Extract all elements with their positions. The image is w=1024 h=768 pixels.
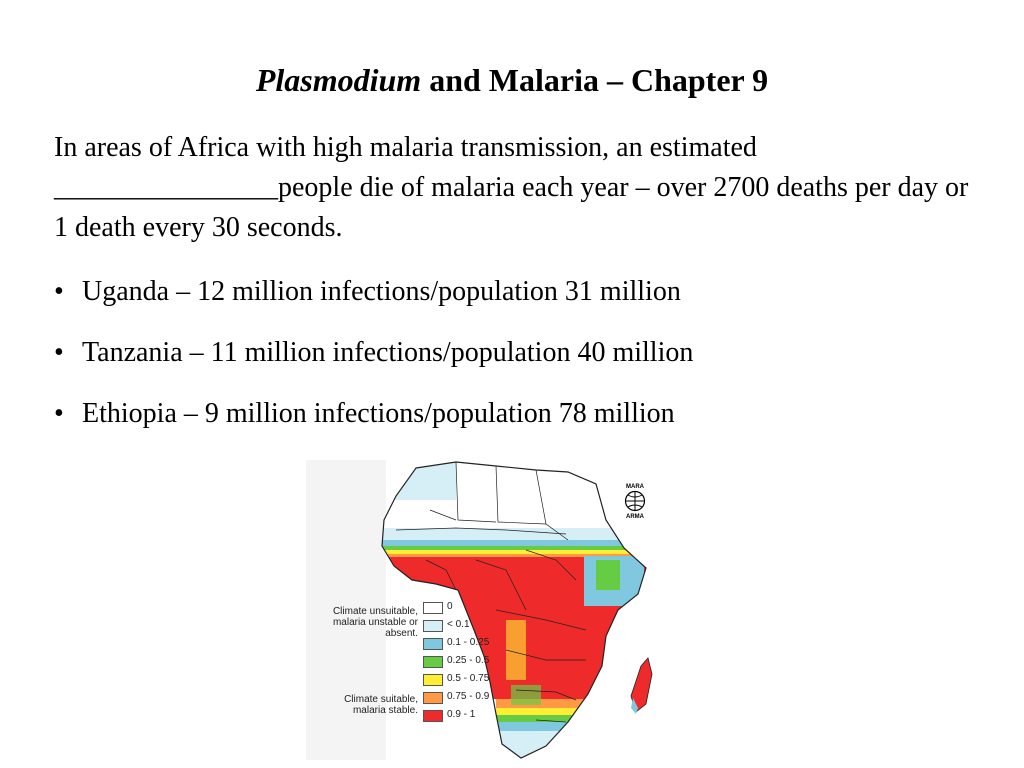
bullet-uganda: • Uganda – 12 million infections/population 31 million [54, 272, 693, 333]
bullet-list [54, 272, 693, 455]
legend-desc-unsuitable: Climate unsuitable, malaria unstable or absent. [332, 606, 418, 639]
intro-paragraph: In areas of Africa with high malaria transmission, an estimated ________________people die of malaria each year – over 2700 deaths per day or 1 death every 30 seconds. [54, 132, 969, 243]
title-italic: Plasmodium [255, 62, 422, 98]
legend-desc-suitable: Climate suitable, malaria stable. [344, 694, 418, 716]
legend-label-4: 0.5 - 0.75 [447, 673, 490, 684]
legend-swatch-3 [423, 656, 443, 668]
mara-arma-logo: MARA ARMA [626, 484, 644, 520]
map-legend [308, 600, 658, 740]
legend-swatch-4 [423, 674, 443, 686]
bullet-marker: • [54, 276, 64, 307]
legend-label-2: 0.1 - 0.25 [447, 637, 490, 648]
bullet-ethiopia: • Ethiopia – 9 million infections/population 78 million [54, 394, 693, 455]
bullet-tanzania: • Tanzania – 11 million infections/population 40 million [54, 333, 693, 394]
legend-label-5: 0.75 - 0.9 [447, 691, 490, 702]
legend-swatch-6 [423, 710, 443, 722]
legend-label-6: 0.9 - 1 [447, 709, 476, 720]
globe-icon [624, 490, 646, 512]
legend-label-3: 0.25 - 0.5 [447, 655, 490, 666]
legend-swatch-1 [423, 620, 443, 632]
bullet-marker: • [54, 337, 64, 368]
legend-label-1: < 0.1 [447, 619, 470, 630]
slide-title [0, 62, 1024, 99]
legend-swatch-5 [423, 692, 443, 704]
legend-swatch-0 [423, 602, 443, 614]
legend-label-0: 0 [447, 601, 453, 612]
bullet-marker: • [54, 398, 64, 429]
legend-swatch-2 [423, 638, 443, 650]
title-rest: and Malaria – Chapter 9 [421, 62, 769, 98]
